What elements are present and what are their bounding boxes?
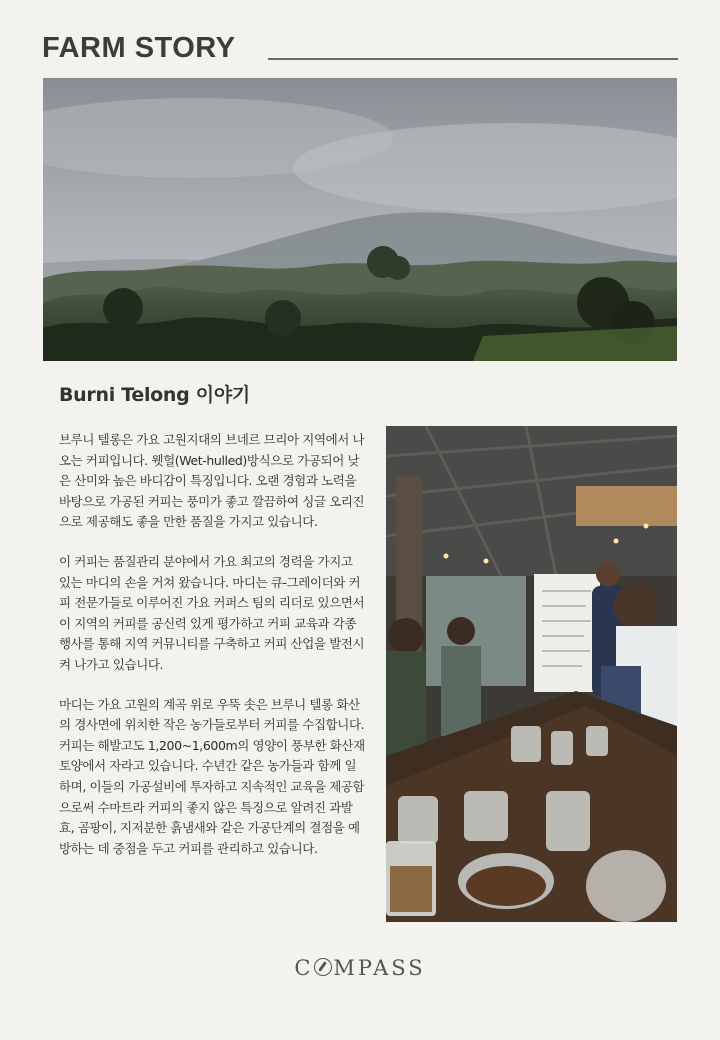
page-header <box>42 30 678 70</box>
page-title: FARM STORY <box>42 32 236 64</box>
hero-landscape-photo <box>43 78 677 361</box>
article-body <box>59 430 365 878</box>
section-title: Burni Telong 이야기 <box>59 384 250 406</box>
paragraph-3: 마디는 가요 고원의 계곡 위로 우뚝 솟은 브루니 텔롱 화산의 경사면에 위치한 작은 농가들로부터 커피를 수집합니다. 커피는 해발고도 1,200~1,600m의 영양이 풍부한 화산재 토양에서 자라고 있습니다. 수년간 같은 농가들과 함께 일하며, 이들의 가공설비에 투자하고 지속적인 교육을 제공함으로써 수마트라 커피의 좋지 않은 특징으로 알려진 과발효, 곰팡이, 지저분한 흙냄새와 같은 가공단계의 결점을 예방하는 데 중점을 두고 커피를 관리하고 있습니다. <box>59 696 365 856</box>
paragraph-1: 브루니 텔롱은 가요 고원지대의 브네르 므리아 지역에서 나오는 커피입니다. 웻헐(Wet-hulled)방식으로 가공되어 낮은 산미와 높은 바디감이 특징입니다. 오랜 경험과 노력을 바탕으로 가공된 커피는 풍미가 좋고 깔끔하여 싱글 오리진으로 제공해도 좋을 만한 품질을 가지고 있습니다. <box>59 432 365 530</box>
logo-suffix: MPASS <box>333 956 426 980</box>
paragraph-2: 이 커피는 품질관리 분야에서 가요 최고의 경력을 가지고 있는 마디의 손을 거쳐 왔습니다. 마디는 큐-그레이더와 커피 전문가들로 이루어진 가요 커퍼스 팀의 리더로 있으면서 이 지역의 커피를 공신력 있게 평가하고 커피 교육과 각종 행사를 통해 지역 커뮤니티를 구축하고 커피 산업을 발전시켜 나가고 있습니다. <box>59 553 365 672</box>
logo-prefix: C <box>294 956 314 980</box>
compass-needle-icon <box>314 958 332 976</box>
compass-logo <box>0 956 720 980</box>
title-rule <box>268 58 678 60</box>
cupping-class-photo <box>386 426 677 922</box>
